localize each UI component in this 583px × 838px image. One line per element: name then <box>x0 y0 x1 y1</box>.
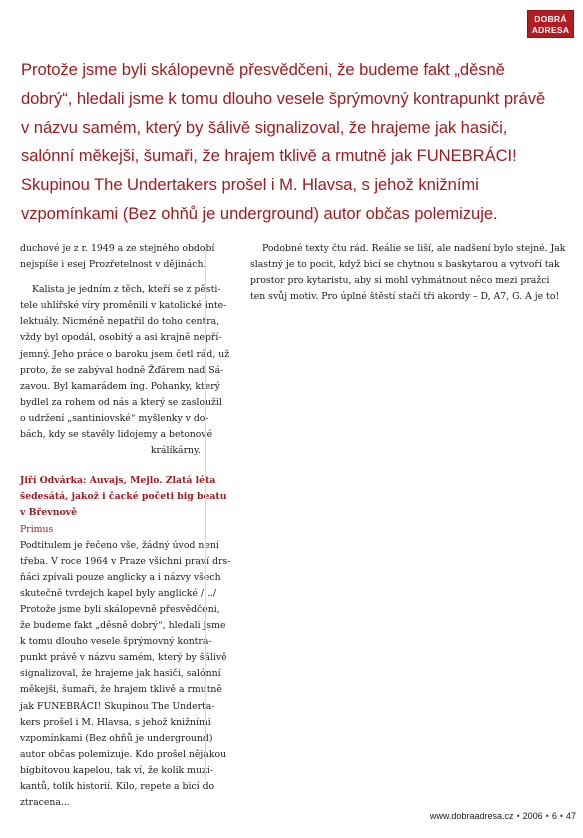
paragraph <box>20 282 230 459</box>
text-line: Podtitulem je řečeno vše, žádný úvod není <box>20 539 219 551</box>
text-line: zavou. Byl kamarádem ing. Pohanky, který <box>20 380 220 392</box>
text-line: autor občas polemizuje. Kdo prošel nějakou <box>20 748 227 760</box>
text-line: Podobné texty čtu rád. Reálie se liší, ale nadšení bylo stejné. Jak <box>262 243 566 254</box>
pull-quote <box>21 56 569 229</box>
footer-bullet: • <box>559 811 563 821</box>
text-line: králíkárny. <box>150 445 201 457</box>
paragraph <box>20 538 231 812</box>
review-heading <box>20 473 227 521</box>
left-column <box>20 241 231 811</box>
brand-badge <box>527 10 574 38</box>
footer-bullet: • <box>545 811 549 821</box>
text-line: ztracena... <box>20 797 70 809</box>
text-line: kantů, tolik historií. Kilo, repete a bicí do <box>20 781 215 792</box>
text-line: signalizoval, že hrajeme jak hasiči, salónní <box>20 668 221 680</box>
pullquote-line: Protože jsme byli skálopevně přesvědčeni, že budeme fakt „děsně <box>21 60 505 79</box>
text-line: slastný je to pocit, když bicí se chytnou s baskytarou a vytvoří tak <box>250 259 560 271</box>
text-line: kers prošel i M. Hlavsa, s jehož knižními <box>20 716 211 728</box>
text-line: punkt právě v názvu samém, který by šálivě <box>20 652 227 664</box>
text-line: měkejši, šumaři, že hrajem tklivě a rmutně <box>20 684 222 696</box>
text-line: třeba. V roce 1964 v Praze všichni praví drs- <box>20 555 231 567</box>
heading-line: šedesátá, jakož i čacké početi big beatu <box>20 491 227 503</box>
publisher: Primus <box>20 523 54 535</box>
pullquote-line: salónní měkejši, šumaři, že hrajem tklivě a rmutně jak FUNEBRÁCI! <box>21 146 517 166</box>
footer-year: 2006 <box>522 811 543 821</box>
text-line: lektuály. Nicméně nepatřil do toho centra, <box>20 316 220 328</box>
pullquote-line: vzpomínkami (Bez ohňů je underground) autor občas polemizuje. <box>21 203 498 223</box>
text-line: bách, kdy se stavěly lidojemy a betonové <box>20 429 213 441</box>
paragraph <box>20 241 215 273</box>
heading-line: v Břevnově <box>20 507 77 519</box>
text-line: bydlel za rohem od nás a který se zasloužil <box>20 396 222 408</box>
text-line: k tomu dlouho vesele šprýmovný kontra- <box>20 636 212 648</box>
text-line: proto, že se zabýval hodně Žďárem nad Sá- <box>20 364 224 376</box>
text-line: Kalista je jedním z těch, kteří se z pěsti- <box>32 284 221 296</box>
page-number: 47 <box>565 811 576 821</box>
right-column <box>250 241 566 305</box>
page-footer <box>411 811 576 821</box>
text-line: ten svůj motiv. Pro úplné štěstí stačí tři akordy – D, A7, G. A je to! <box>250 291 560 303</box>
text-line: skutečně tvrdejch kapel byly anglické /.../ <box>20 587 216 599</box>
heading-line: Jiří Odvárka: Auvajs, Mejlo. Zlatá léta <box>20 475 216 487</box>
footer-issue: 6 <box>551 811 557 821</box>
badge-line-1: DOBRÁ <box>534 14 567 24</box>
badge-line-2: ADRESA <box>531 25 570 35</box>
text-line: prostor pro kytaristu, aby si mohl vyhmátnout něco mezi pražci <box>250 275 550 287</box>
paragraph <box>250 241 566 305</box>
text-line: Protože jsme byli skálopevně přesvědčeni, <box>20 603 220 615</box>
footer-bullet: • <box>516 811 520 821</box>
pullquote-line: Skupinou The Undertakers prošel i M. Hlavsa, s jehož knižními <box>21 175 479 195</box>
text-line: o udržení „santiniovské“ myšlenky v do- <box>20 412 209 424</box>
text-line: vždy byl opodál, osobitý a asi krajně nepří- <box>20 332 222 344</box>
pullquote-line: v názvu samém, který by šálivě signalizoval, že hrajeme jak hasiči, <box>21 117 508 137</box>
text-line: vzpomínkami (Bez ohňů je underground) <box>20 732 213 744</box>
text-line: nejspíše i esej Prozřetelnost v dějinách. <box>20 259 207 271</box>
text-line: bigbítovou kapelou, tak ví, že kolik muzi- <box>20 764 213 776</box>
text-line: ňáci zpívali pouze anglicky a i názvy všech <box>20 571 221 583</box>
footer-site-link[interactable]: www.dobraadresa.cz <box>429 811 514 821</box>
text-line: jemný. Jeho práce o baroku jsem četl rád, už <box>20 348 230 360</box>
pullquote-line: dobrý“, hledali jsme k tomu dlouho vesele šprýmovný kontrapunkt právě <box>21 88 546 108</box>
column-divider <box>205 247 206 779</box>
text-line: tele uhlířské víry proměnili v katolické inte- <box>20 300 227 312</box>
text-line: jak FUNEBRÁCI! Skupinou The Underta- <box>20 700 215 712</box>
text-line: že budeme fakt „děsně dobrý“, hledali jsme <box>20 620 226 632</box>
text-line: duchové je z r. 1949 a ze stejného období <box>20 243 215 254</box>
